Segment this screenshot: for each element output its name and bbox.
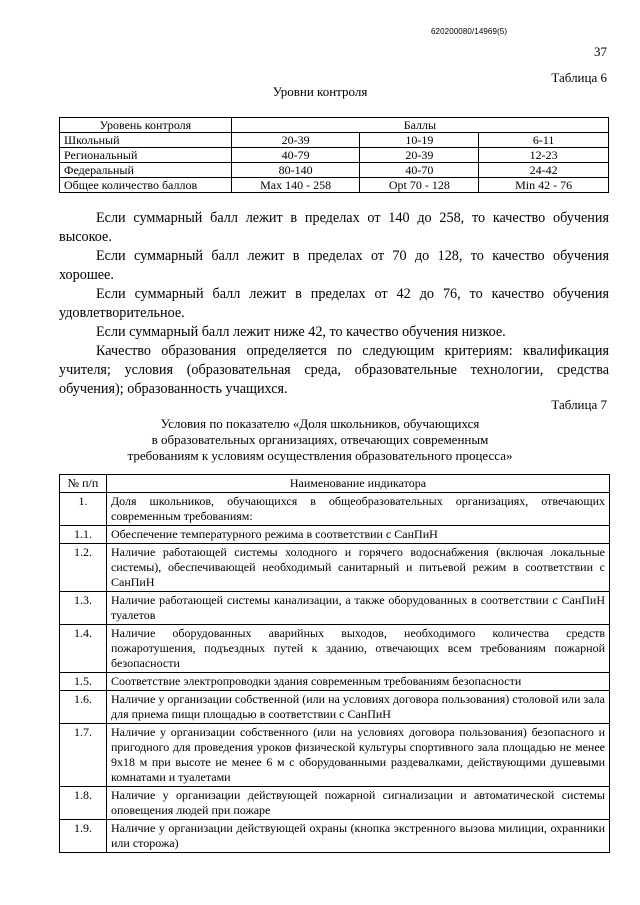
header-number: № п/п <box>60 475 107 493</box>
indicators-table <box>59 474 610 853</box>
indicator-text: Доля школьников, обучающихся в общеобразовательных организациях, отвечающих современным требованиям: <box>107 493 610 526</box>
row-number: 1.1. <box>60 526 107 544</box>
score-cell: 10-19 <box>360 133 479 148</box>
indicator-text: Наличие у организации действующей охраны (кнопка экстренного вызова милиции, охранники или сторожа) <box>107 820 610 853</box>
table-row <box>60 724 610 787</box>
row-number: 1. <box>60 493 107 526</box>
table7-label: Таблица 7 <box>551 397 607 412</box>
indicator-text: Наличие работающей системы холодного и горячего водоснабжения (включая локальные системы), обеспечивающей необходимый санитарный и питьевой режим в соответствии с СанПиН <box>107 544 610 592</box>
table-row <box>60 673 610 691</box>
table-row <box>60 148 609 163</box>
caption-line: Условия по показателю «Доля школьников, обучающихся <box>160 416 480 431</box>
table-row <box>60 544 610 592</box>
indicator-text: Соответствие электропроводки здания современным требованиям безопасности <box>107 673 610 691</box>
score-cell: 80-140 <box>231 163 360 178</box>
level-name: Федеральный <box>60 163 232 178</box>
header-indicator: Наименование индикатора <box>107 475 610 493</box>
table-row <box>60 787 610 820</box>
level-name: Общее количество баллов <box>60 178 232 193</box>
row-number: 1.8. <box>60 787 107 820</box>
score-cell: Max 140 - 258 <box>231 178 360 193</box>
paragraph: Если суммарный балл лежит в пределах от 70 до 128, то качество обучения хорошее. <box>59 248 609 283</box>
body-text <box>59 209 609 399</box>
document-number: 620200080/14969(5) <box>431 27 508 36</box>
table-header-row <box>60 475 610 493</box>
table-row <box>60 526 610 544</box>
score-cell: 40-70 <box>360 163 479 178</box>
table-row <box>60 163 609 178</box>
table-row <box>60 625 610 673</box>
score-cell: 24-42 <box>479 163 609 178</box>
indicator-text: Наличие у организации собственного (или на условиях договора пользования) безопасного и пригодного для проведения уроков физической культуры спортивного зала площадью не менее 9х18 м при высоте не менее 6 м с оборудованными раздевалками, действующими душевыми комнатами и туалетами <box>107 724 610 787</box>
table-row <box>60 820 610 853</box>
level-name: Региональный <box>60 148 232 163</box>
page-number: 37 <box>594 44 607 59</box>
caption-line: в образовательных организациях, отвечающих современным <box>151 432 489 447</box>
table6-caption: Уровни контроля <box>272 84 368 99</box>
row-number: 1.7. <box>60 724 107 787</box>
score-cell: 20-39 <box>360 148 479 163</box>
score-cell: Opt 70 - 128 <box>360 178 479 193</box>
table-row <box>60 592 610 625</box>
table7-caption <box>0 416 640 464</box>
score-cell: 6-11 <box>479 133 609 148</box>
paragraph: Если суммарный балл лежит ниже 42, то качество обучения низкое. <box>96 324 506 340</box>
score-cell: Min 42 - 76 <box>479 178 609 193</box>
table-header-row <box>60 118 609 133</box>
table-row <box>60 133 609 148</box>
indicator-text: Обеспечение температурного режима в соответствии с СанПиН <box>107 526 610 544</box>
paragraph: Качество образования определяется по следующим критериям: квалификация учителя; условия (образовательная среда, образовательные технологии, средства обучения); образованность учащихся. <box>59 343 609 397</box>
row-number: 1.6. <box>60 691 107 724</box>
control-levels-table <box>59 117 609 193</box>
indicator-text: Наличие у организации действующей пожарной сигнализации и автоматической системы оповещения людей при пожаре <box>107 787 610 820</box>
indicator-text: Наличие работающей системы канализации, а также оборудованных в соответствии с СанПиН туалетов <box>107 592 610 625</box>
table6-label: Таблица 6 <box>551 70 607 85</box>
table-row <box>60 178 609 193</box>
row-number: 1.3. <box>60 592 107 625</box>
score-cell: 20-39 <box>231 133 360 148</box>
header-points: Баллы <box>231 118 608 133</box>
indicator-text: Наличие у организации собственной (или на условиях договора пользования) столовой или зала для приема пищи площадью в соответствии с СанПиН <box>107 691 610 724</box>
indicator-text: Наличие оборудованных аварийных выходов, необходимого количества средств пожаротушения, подъездных путей к зданию, отвечающих всем требованиям пожарной безопасности <box>107 625 610 673</box>
level-name: Школьный <box>60 133 232 148</box>
table-row <box>60 493 610 526</box>
row-number: 1.9. <box>60 820 107 853</box>
row-number: 1.5. <box>60 673 107 691</box>
row-number: 1.4. <box>60 625 107 673</box>
paragraph: Если суммарный балл лежит в пределах от 140 до 258, то качество обучения высокое. <box>59 210 609 245</box>
caption-line: требованиям к условиям осуществления образовательного процесса» <box>127 448 513 463</box>
table-row <box>60 691 610 724</box>
header-level: Уровень контроля <box>60 118 232 133</box>
row-number: 1.2. <box>60 544 107 592</box>
score-cell: 12-23 <box>479 148 609 163</box>
paragraph: Если суммарный балл лежит в пределах от 42 до 76, то качество обучения удовлетворительное. <box>59 286 609 321</box>
score-cell: 40-79 <box>231 148 360 163</box>
